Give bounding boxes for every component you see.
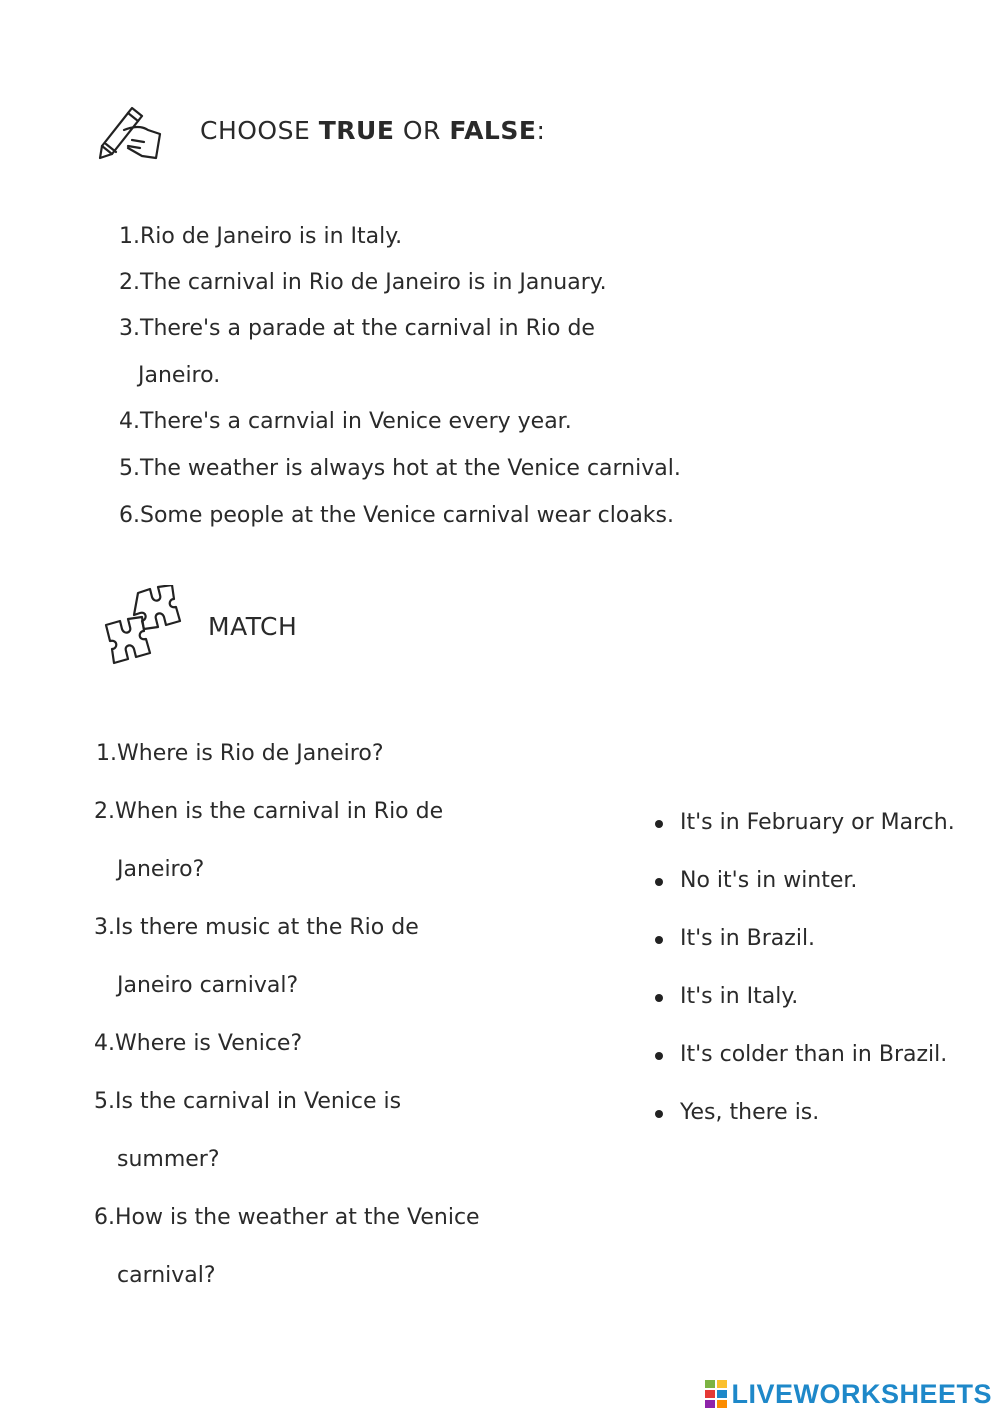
pencil-hand-icon <box>98 100 166 164</box>
match-question-continuation: Janeiro? <box>117 857 205 882</box>
bullet-icon <box>655 1110 663 1118</box>
bullet-icon <box>655 994 663 1002</box>
match-question-continuation: carnival? <box>117 1263 216 1288</box>
bullet-icon <box>655 936 663 944</box>
match-question[interactable]: 3.Is there music at the Rio de <box>94 915 419 940</box>
bullet-icon <box>655 878 663 886</box>
brand-name: LIVEWORKSHEETS <box>731 1378 992 1409</box>
liveworksheets-logo-icon <box>705 1380 727 1408</box>
true-false-heading: CHOOSE TRUE OR FALSE: <box>200 116 546 145</box>
match-question-continuation: Janeiro carnival? <box>117 973 299 998</box>
match-question[interactable]: 6.How is the weather at the Venice <box>94 1205 480 1230</box>
match-question[interactable]: 5.Is the carnival in Venice is <box>94 1089 402 1114</box>
match-question[interactable]: 4.Where is Venice? <box>94 1031 303 1056</box>
liveworksheets-brand[interactable] <box>705 1377 992 1411</box>
bullet-icon <box>655 1052 663 1060</box>
match-question-continuation: summer? <box>117 1147 220 1172</box>
bullet-icon <box>655 820 663 828</box>
puzzle-icon <box>98 585 182 669</box>
match-question[interactable]: 2.When is the carnival in Rio de <box>94 799 444 824</box>
match-heading: MATCH <box>208 612 298 641</box>
match-question[interactable]: 1.Where is Rio de Janeiro? <box>96 741 384 766</box>
